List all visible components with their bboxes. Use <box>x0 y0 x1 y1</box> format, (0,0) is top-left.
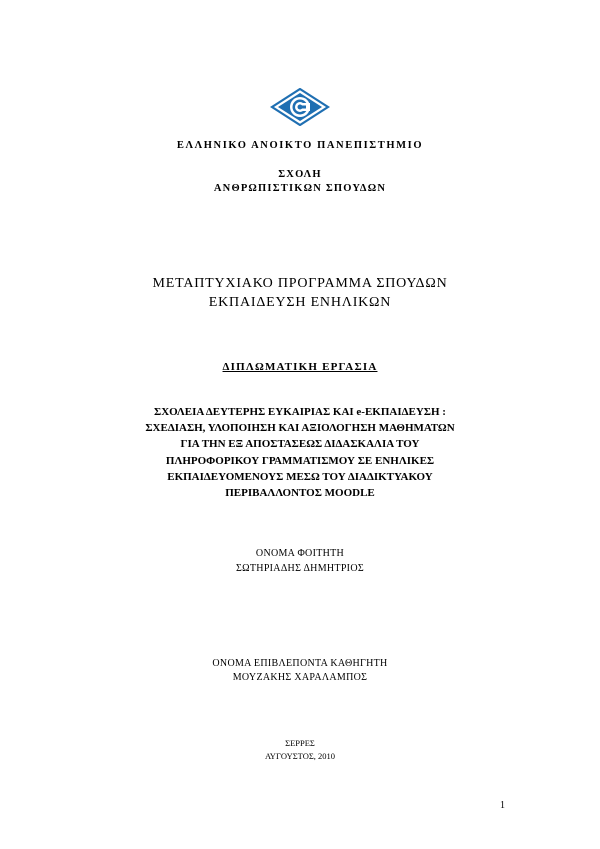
supervisor-label: ΟΝΟΜΑ ΕΠΙΒΛΕΠΟΝΤΑ ΚΑΘΗΓΗΤΗ <box>212 658 388 669</box>
thesis-title-line: ΣΧΕΔΙΑΣΗ, ΥΛΟΠΟΙΗΣΗ ΚΑΙ ΑΞΙΟΛΟΓΗΣΗ ΜΑΘΗΜΑΤΩΝ <box>145 422 455 435</box>
supervisor-name: ΜΟΥΖΑΚΗΣ ΧΑΡΑΛΑΜΠΟΣ <box>232 672 368 683</box>
student-name: ΣΩΤΗΡΙΑΔΗΣ ΔΗΜΗΤΡΙΟΣ <box>236 563 364 574</box>
university-name: ΕΛΛΗΝΙΚΟ ΑΝΟΙΚΤΟ ΠΑΝΕΠΙΣΤΗΜΙΟ <box>176 140 424 151</box>
program-subtitle: ΕΚΠΑΙΔΕΥΣΗ ΕΝΗΛΙΚΩΝ <box>208 295 392 310</box>
city: ΣΕΡΡΕΣ <box>285 738 315 748</box>
date: ΑΥΓΟΥΣΤΟΣ, 2010 <box>264 751 336 761</box>
eap-university-logo-icon <box>270 88 330 126</box>
thesis-label: ΔΙΠΛΩΜΑΤΙΚΗ ΕΡΓΑΣΙΑ <box>222 361 378 373</box>
program-title: ΜΕΤΑΠΤΥΧΙΑΚΟ ΠΡΟΓΡΑΜΜΑ ΣΠΟΥΔΩΝ <box>152 276 448 291</box>
school-label: ΣΧΟΛΗ <box>278 169 322 180</box>
thesis-title-line: ΕΚΠΑΙΔΕΥΟΜΕΝΟΥΣ ΜΕΣΩ ΤΟΥ ΔΙΑΔΙΚΤΥΑΚΟΥ <box>167 470 433 483</box>
thesis-title-line: ΣΧΟΛΕΙΑ ΔΕΥΤΕΡΗΣ ΕΥΚΑΙΡΙΑΣ ΚΑΙ e-ΕΚΠΑΙΔΕΥΣΗ : <box>154 406 446 418</box>
thesis-title-line: ΓΙΑ ΤΗΝ ΕΞ ΑΠΟΣΤΑΣΕΩΣ ΔΙΔΑΣΚΑΛΙΑ ΤΟΥ <box>180 438 420 451</box>
thesis-title <box>0 404 600 501</box>
thesis-title-line: ΠΛΗΡΟΦΟΡΙΚΟΥ ΓΡΑΜΜΑΤΙΣΜΟΥ ΣΕ ΕΝΗΛΙΚΕΣ <box>165 454 435 467</box>
page-number: 1 <box>500 800 505 811</box>
thesis-title-line: ΠΕΡΙΒΑΛΛΟΝΤΟΣ MOODLE <box>225 487 375 500</box>
school-name: ΑΝΘΡΩΠΙΣΤΙΚΩΝ ΣΠΟΥΔΩΝ <box>213 183 387 194</box>
student-label: ΟΝΟΜΑ ΦΟΙΤΗΤΗ <box>255 548 345 559</box>
